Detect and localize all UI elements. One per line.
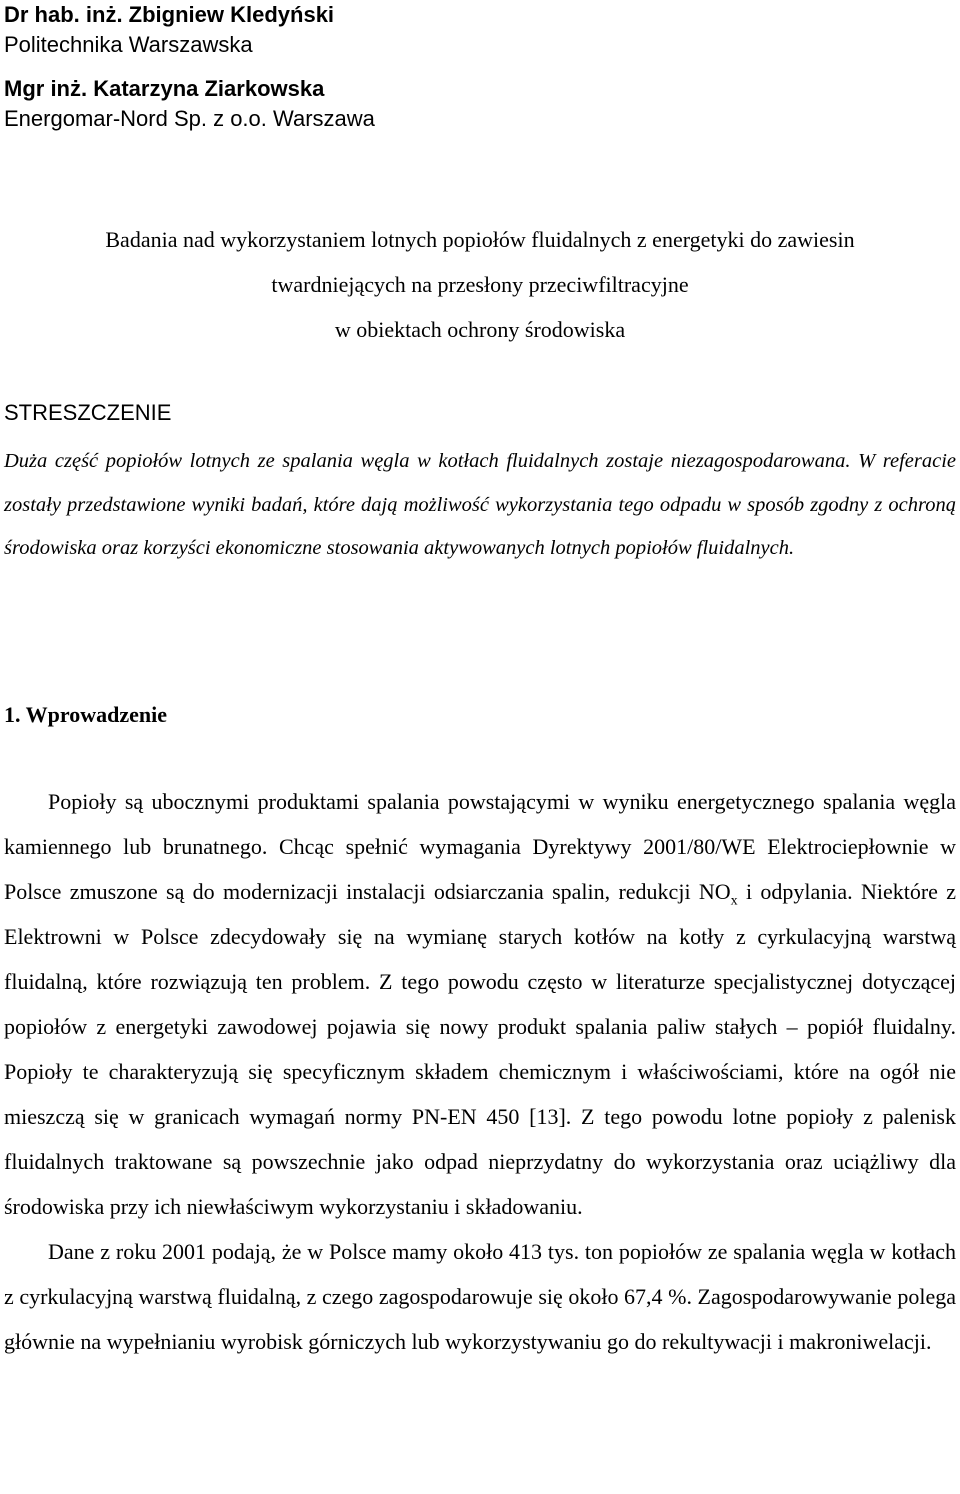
paper-title — [0, 217, 960, 352]
section-body — [4, 779, 956, 1364]
paragraph: Dane z roku 2001 podają, że w Polsce mamy około 413 tys. ton popiołów ze spalania węgla w kotłach z cyrkulacyjną warstwą fluidalną, z czego zagospodarowuje się około 67,4 %. Zagospodarowywanie polega głównie na wypełnianiu wyrobisk górniczych lub wykorzystywaniu go do rekultywacji i makroniwelacji. — [4, 1239, 956, 1354]
author-name: Mgr inż. Katarzyna Ziarkowska — [4, 76, 325, 101]
title-line: w obiektach ochrony środowiska — [334, 317, 626, 342]
title-line: Badania nad wykorzystaniem lotnych popiołów fluidalnych z energetyki do zawiesin — [105, 227, 855, 252]
author-affiliation: Politechnika Warszawska — [4, 32, 253, 57]
authors-block — [4, 0, 904, 134]
paragraph-text: i odpylania. Niektóre z Elektrowni w Polsce zdecydowały się na wymianę starych kotłów na kotły z cyrkulacyjną warstwą fluidalną, które rozwiązują ten problem. Z tego powodu często w literaturze specjalistycznej dotyczącej popiołów z energetyki zawodowej pojawia się nowy produkt spalania paliw stałych – popiół fluidalny. Popioły te charakteryzują się specyficznym składem chemicznym i właściwościami, które na ogół nie mieszczą się w granicach wymagań normy PN-EN 450 [13]. Z tego powodu lotne popioły z palenisk fluidalnych traktowane są powszechnie jako odpad nieprzydatny do wykorzystania oraz uciążliwy dla środowiska przy ich niewłaściwym wykorzystaniu i składowaniu. — [4, 879, 956, 1219]
author-name: Dr hab. inż. Zbigniew Kledyński — [4, 2, 335, 27]
title-line: twardniejących na przesłony przeciwfiltracyjne — [271, 272, 689, 297]
abstract-text: Duża część popiołów lotnych ze spalania węgla w kotłach fluidalnych zostaje niezagospodarowana. W referacie zostały przedstawione wyniki badań, które dają możliwość wykorzystania tego odpadu w sposób zgodny z ochroną środowiska oraz korzyści ekonomiczne stosowania aktywowanych lotnych popiołów fluidalnych. — [4, 450, 956, 560]
author-affiliation: Energomar-Nord Sp. z o.o. Warszawa — [4, 106, 375, 131]
subscript: x — [730, 893, 738, 909]
paragraph — [4, 779, 956, 1229]
abstract-label: STRESZCZENIE — [4, 400, 172, 425]
section-heading: 1. Wprowadzenie — [4, 702, 167, 727]
paragraph-text: Popioły są ubocznymi produktami spalania powstającymi w wyniku energetycznego spalania węgla kamiennego lub brunatnego. Chcąc spełnić wymagania Dyrektywy 2001/80/WE Elektrociepłownie w Polsce zmuszone są do modernizacji instalacji odsiarczania spalin, redukcji NO — [4, 789, 956, 904]
